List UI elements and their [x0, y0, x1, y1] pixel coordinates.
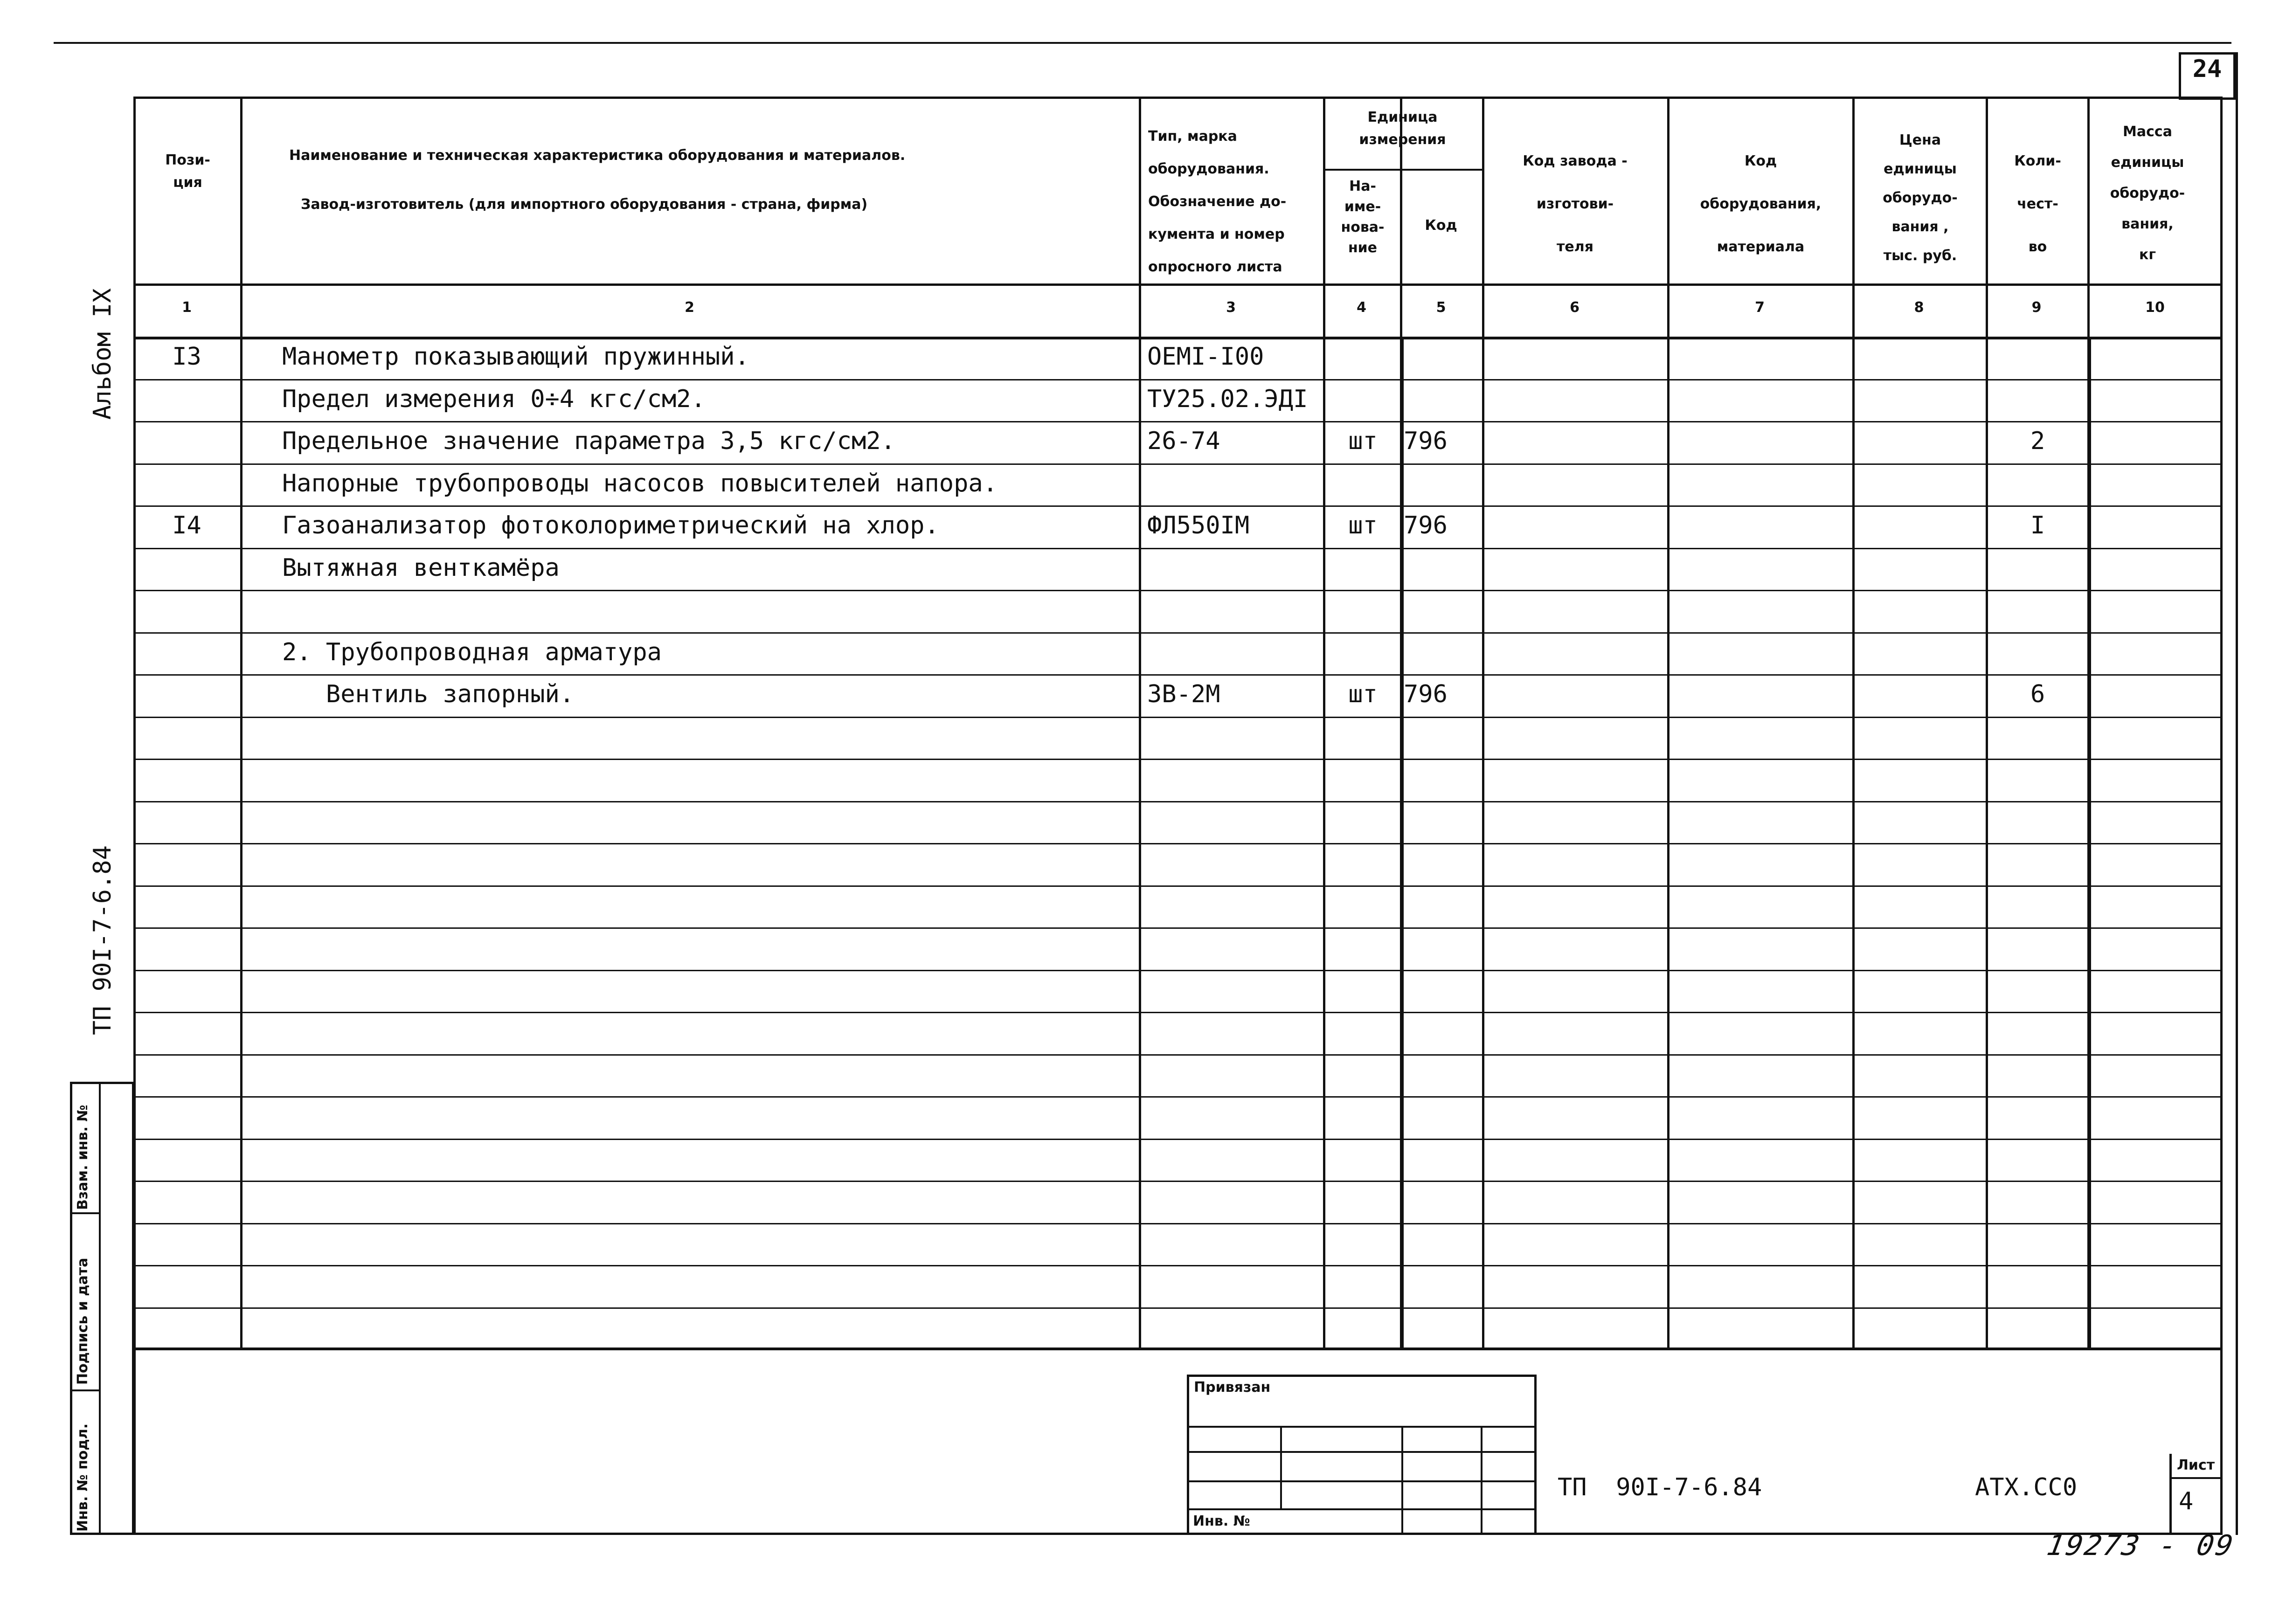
side-inv-zam: Взам. инв. № [75, 1105, 91, 1210]
row-quantity: I [2030, 511, 2045, 539]
row-unit-name: шт [1348, 427, 1378, 455]
side-sign-date: Подпись и дата [75, 1258, 91, 1385]
title-block-frame [1187, 1375, 1537, 1535]
header-equipment-code: Код оборудования, материала [1700, 153, 1822, 255]
side-inv-podl: Инв. № подл. [75, 1423, 91, 1532]
column-number: 7 [1755, 299, 1765, 316]
row-unit-code: 796 [1404, 427, 1448, 455]
table-row-rule [133, 379, 2223, 380]
header-position: Пози- ция [165, 152, 210, 191]
handwritten-note: 19273 - 09 [2044, 1529, 2238, 1562]
row-name: Предельное значение параметра 3,5 кгс/см2. [282, 427, 895, 455]
title-sheet-number: 4 [2179, 1487, 2194, 1515]
column-number: 5 [1436, 299, 1446, 316]
side-album-label: Альбом IX [89, 288, 117, 420]
title-inv-no: Инв. № [1193, 1513, 1250, 1529]
header-type: Тип, марка оборудования. Обозначение до- кумента и номер опросного листа [1148, 128, 1287, 275]
table-header-rule [1323, 169, 1482, 171]
row-name: Предел измерения 0÷4 кгс/см2. [282, 385, 706, 413]
row-unit-name: шт [1348, 511, 1378, 539]
header-mass: Масса единицы оборудо- вания, кг [2110, 124, 2185, 263]
row-quantity: 2 [2030, 427, 2045, 455]
sheet-corner-number: 24 [2192, 55, 2222, 83]
column-number: 4 [1357, 299, 1366, 316]
table-row-rule [133, 927, 2223, 929]
table-row-rule [133, 1223, 2223, 1224]
table-row-rule [133, 674, 2223, 676]
column-number: 9 [2031, 299, 2042, 316]
table-row-rule [133, 759, 2223, 760]
title-project-code: ТП 90I-7-6.84 [1558, 1473, 1762, 1501]
header-unit-code: Код [1425, 217, 1457, 234]
top-rule [54, 42, 2231, 44]
title-doc-code: АТХ.СС0 [1975, 1473, 2078, 1501]
column-number: 10 [2145, 299, 2165, 316]
column-number: 8 [1914, 299, 1924, 316]
table-row-rule [133, 970, 2223, 971]
table-row-rule [133, 632, 2223, 634]
table-row-rule [133, 843, 2223, 844]
side-doc-code: ТП 90I-7-6.84 [89, 845, 117, 1035]
table-row-rule [133, 1139, 2223, 1140]
row-name: Вентиль запорный. [282, 680, 575, 708]
header-unit-name: На- име- нова- ние [1341, 178, 1385, 256]
table-row-rule [133, 1307, 2223, 1309]
row-name: Вытяжная венткамёра [282, 554, 560, 582]
row-type: ФЛ550IM [1147, 511, 1250, 539]
header-factory-code: Код завода - изготови- теля [1523, 153, 1628, 255]
table-row-rule [133, 885, 2223, 887]
table-row-rule [133, 1054, 2223, 1056]
header-price: Цена единицы оборудо- вания , тыс. руб. [1883, 132, 1958, 264]
table-row-rule [133, 590, 2223, 591]
row-name: Напорные трубопроводы насосов повысителей напора. [282, 470, 998, 498]
table-row-rule [133, 717, 2223, 718]
row-name: Манометр показывающий пружинный. [282, 343, 749, 371]
row-quantity: 6 [2030, 680, 2045, 708]
header-name-line1: Наименование и техническая характеристика оборудования и материалов. [289, 147, 906, 164]
table-header-rule [133, 337, 2223, 339]
table-row-rule [133, 801, 2223, 802]
header-quantity: Коли- чест- во [2014, 153, 2061, 255]
row-name: Газоанализатор фотоколориметрический на хлор. [282, 511, 939, 539]
row-unit-code: 796 [1404, 511, 1448, 539]
table-column-rule [2087, 337, 2091, 1348]
table-row-rule [1400, 1348, 2087, 1350]
table-row-rule [133, 1012, 2223, 1013]
table-row-rule [133, 1181, 2223, 1182]
title-sheet-label: Лист [2177, 1457, 2215, 1473]
row-unit-name: шт [1348, 680, 1378, 708]
row-position: I4 [172, 511, 201, 539]
table-column-rule [1400, 337, 1404, 1348]
row-name: 2. Трубопроводная арматура [282, 638, 662, 666]
column-number: 6 [1570, 299, 1579, 316]
table-header-rule [133, 283, 2223, 286]
table-row-rule [133, 463, 2223, 465]
side-stamp-divider [99, 1082, 101, 1535]
column-number: 1 [182, 299, 192, 316]
table-row-rule [133, 505, 2223, 507]
table-row-rule [133, 1096, 2223, 1098]
row-type: OEMI-I00 [1147, 343, 1264, 371]
header-name-line2: Завод-изготовитель (для импортного оборудования - страна, фирма) [301, 196, 868, 213]
row-type: 26-74 [1147, 427, 1220, 455]
row-position: I3 [172, 343, 201, 371]
column-number: 3 [1226, 299, 1236, 316]
column-number: 2 [685, 299, 694, 316]
row-type: ТУ25.02.ЭДI [1147, 385, 1308, 413]
table-row-rule [133, 548, 2223, 549]
row-unit-code: 796 [1404, 680, 1448, 708]
table-row-rule [133, 1265, 2223, 1266]
row-type: 3B-2M [1147, 680, 1220, 708]
title-privyazan: Привязан [1194, 1379, 1271, 1396]
header-unit-group: Единица измерения [1359, 109, 1446, 148]
table-row-rule [133, 421, 2223, 422]
right-frame-rule [2236, 52, 2238, 1535]
